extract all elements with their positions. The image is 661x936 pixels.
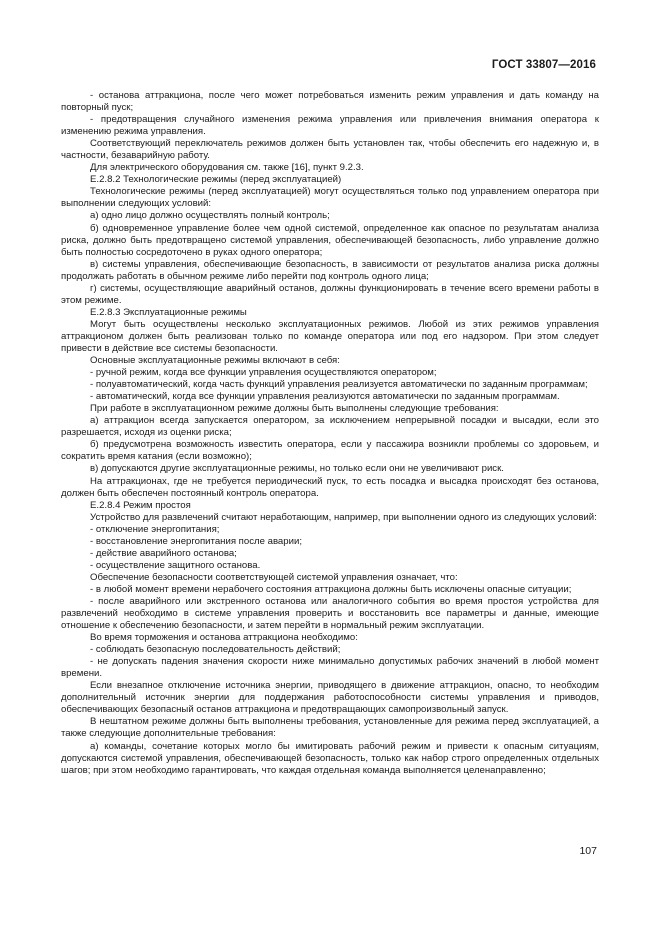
list-item: б) одновременное управление более чем одной системой, определенное как опасное по результатам анализа риска, должно быть предотвращено системой управления, обеспечивающей безопасность, либо управление должно быть полностью сосредоточено в руках одного оператора; xyxy=(61,222,599,258)
list-item: - отключение энергопитания; xyxy=(90,523,220,535)
section-heading: Е.2.8.4 Режим простоя xyxy=(90,499,191,511)
page-number: 107 xyxy=(579,845,597,857)
paragraph: Основные эксплуатационные режимы включают в себя: xyxy=(90,355,340,367)
list-item: - в любой момент времени нерабочего состояния аттракциона должны быть исключены опасные ситуации; xyxy=(90,583,572,595)
paragraph: Во время торможения и останова аттракциона необходимо: xyxy=(90,632,358,644)
paragraph: При работе в эксплуатационном режиме должны быть выполнены следующие требования: xyxy=(90,403,499,415)
paragraph: Соответствующий переключатель режимов должен быть установлен так, чтобы обеспечить его надежную и, в частности, безаварийную работу. xyxy=(61,138,599,162)
list-item: - после аварийного или экстренного останова или аналогичного события во время простоя устройства для развлечений необходимо в системе управления проверить и восстановить все параметры и данные, имеющие отношение к обеспечению безопасности, и затем перейти в нормальный режим эксплуатации. xyxy=(61,595,599,632)
list-item: - полуавтоматический, когда часть функций управления реализуется автоматически по заданным программам; xyxy=(90,379,588,391)
list-item: - действие аварийного останова; xyxy=(90,547,237,559)
paragraph: В нештатном режиме должны быть выполнены требования, установленные для режима перед эксплуатацией, а также следующие дополнительные требования: xyxy=(61,716,599,740)
list-item: - ручной режим, когда все функции управления осуществляются оператором; xyxy=(90,367,437,379)
paragraph: На аттракционах, где не требуется периодический пуск, то есть посадка и высадка происходят без останова, должен быть обеспечен постоянный контроль оператора. xyxy=(61,475,599,499)
standard-code: ГОСТ 33807—2016 xyxy=(491,59,596,71)
list-item: г) системы, осуществляющие аварийный останов, должны функционировать в течение всего времени работы в этом режиме. xyxy=(61,282,599,306)
paragraph: Для электрического оборудования см. также [16], пункт 9.2.3. xyxy=(90,162,364,174)
paragraph: Технологические режимы (перед эксплуатацией) могут осуществляться только под управлением оператора при выполнении следующих условий: xyxy=(61,186,599,210)
paragraph: - предотвращения случайного изменения режима управления или привлечения внимания оператора к изменению режима управления. xyxy=(61,114,599,138)
paragraph: Могут быть осуществлены несколько эксплуатационных режимов. Любой из этих режимов управления аттракционом должен быть реализован только по команде оператора или под его надзором. При этом следует привести в действие все системы безопасности. xyxy=(61,318,599,354)
paragraph: - останова аттракциона, после чего может потребоваться изменить режим управления и дать команду на повторный пуск; xyxy=(61,90,599,114)
list-item: - восстановление энергопитания после аварии; xyxy=(90,535,302,547)
list-item: - автоматический, когда все функции управления реализуются автоматически по заданным программам. xyxy=(90,391,560,403)
paragraph: Устройство для развлечений считают неработающим, например, при выполнении одного из следующих условий: xyxy=(90,511,597,523)
body-text xyxy=(61,90,599,777)
list-item: - соблюдать безопасную последовательность действий; xyxy=(90,644,341,656)
list-item: б) предусмотрена возможность известить оператора, если у пассажира возникли проблемы со здоровьем, и сократить время катания (если возможно); xyxy=(61,439,599,463)
paragraph: Если внезапное отключение источника энергии, приводящего в движение аттракцион, опасно, то необходим дополнительный источник энергии для поддержания работоспособности системы управления и приводов, обеспечивающих безопасный останов аттракциона и предотвращающих самопроизвольный запуск. xyxy=(61,680,599,716)
paragraph: Обеспечение безопасности соответствующей системой управления означает, что: xyxy=(90,571,458,583)
section-heading: Е.2.8.2 Технологические режимы (перед эксплуатацией) xyxy=(90,174,342,186)
list-item: в) системы управления, обеспечивающие безопасность, в зависимости от результатов анализа риска должны продолжать работать в обычном режиме либо перейти под контроль одного лица; xyxy=(61,258,599,282)
list-item: а) команды, сочетание которых могло бы имитировать рабочий режим и привести к опасным ситуациям, допускаются системой управления, обеспечивающей безопасность, только как набор строго определенных отдельных шагов; при этом необходимо гарантировать, что каждая отдельная команда выполняется целенаправленно; xyxy=(61,740,599,776)
section-heading: Е.2.8.3 Эксплуатационные режимы xyxy=(90,306,247,318)
list-item: а) аттракцион всегда запускается оператором, за исключением непрерывной посадки и высадки, если это разрешается, исходя из оценки риска; xyxy=(61,415,599,439)
list-item: - не допускать падения значения скорости ниже минимально допустимых рабочих значений в любой момент времени. xyxy=(61,656,599,680)
list-item: а) одно лицо должно осуществлять полный контроль; xyxy=(90,210,330,222)
list-item: - осуществление защитного останова. xyxy=(90,559,261,571)
list-item: в) допускаются другие эксплуатационные режимы, но только если они не увеличивают риск. xyxy=(90,463,504,475)
